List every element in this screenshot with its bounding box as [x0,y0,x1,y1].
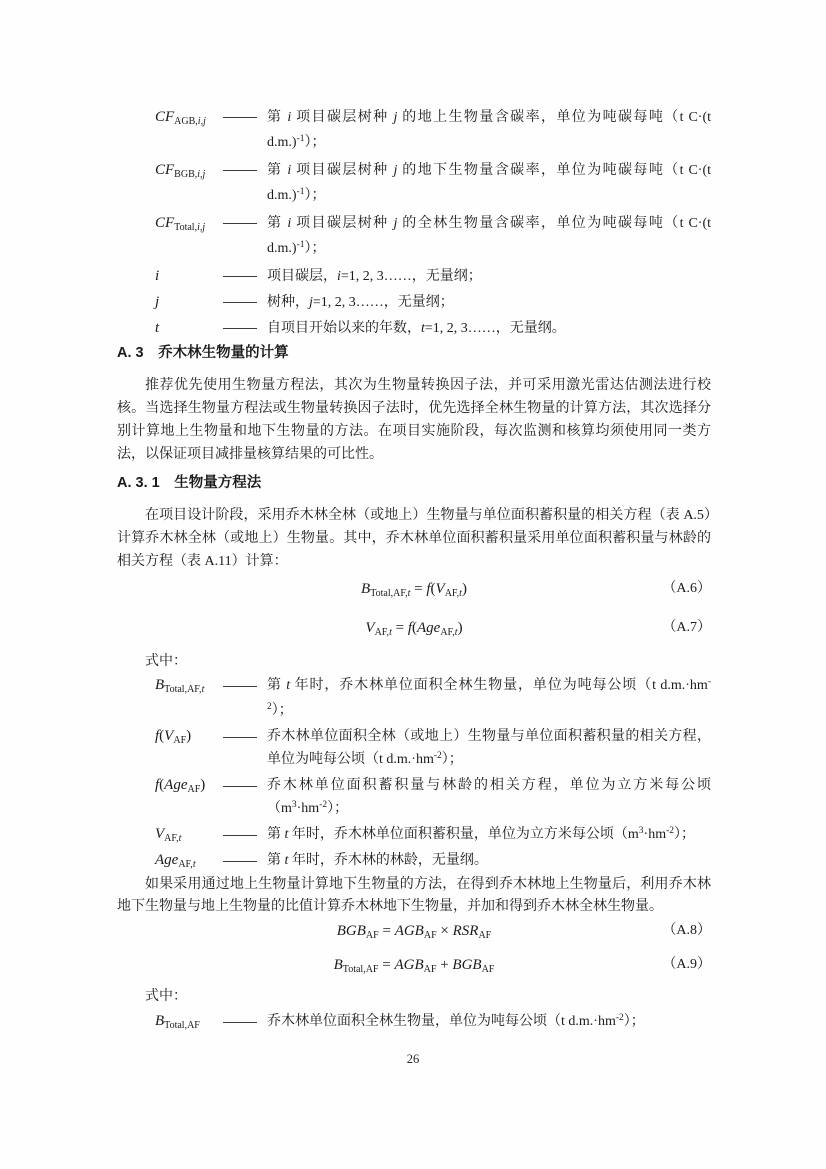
dash-separator [223,158,267,210]
where-label: 式中： [145,654,187,669]
definition-row [155,105,711,157]
symbol-description: 乔木林单位面积蓄积量与林龄的相关方程，单位为立方米每公顷$(m^3\cdot hm^{-2})$； [267,778,711,816]
definition-row [155,290,711,315]
symbol-description: 第 t 年时，乔木林单位面积全林生物量，单位为吨每公顷（t $d.m.\cdot hm^{-2}$）； [267,677,711,718]
symbol-definition-list-bottom [117,1010,711,1035]
symbol-term: i [155,268,160,284]
definition-row [155,1010,711,1035]
symbol-description: 树种，j=1, 2, 3……，无量纲； [267,295,454,310]
symbol-term: f(Age$_{AF}$) [155,777,206,795]
equation-number: （A.8） [662,923,711,938]
definition-row [155,774,711,822]
symbol-description: 第 i 项目碳层树种 j 的全林生物量含碳率，单位为吨碳每吨（t C·(t d.m.)$^{-1}$）； [267,216,712,256]
equation-formula: $V_{AF,t} = f(Age_{AF,t})$ [365,620,463,638]
equation-formula: $B_{Total,AF} = AGB_{AF} + BGB_{AF}$ [333,957,495,975]
definition-row [155,264,711,289]
page-number: 26 [406,1052,420,1066]
dash-separator [223,264,267,289]
equation-number: （A.6） [662,581,711,596]
equation-a7 [117,617,711,641]
dash-separator [223,290,267,315]
symbol-term: $CF_{Total,i,j}$ [155,215,206,233]
symbol-term: Age$_{AF,t}$ [155,852,196,870]
equation-a6 [117,578,711,602]
symbol-term: $CF_{AGB,i,j}$ [155,109,206,127]
dash-separator [223,823,267,848]
symbol-term: $V_{AF,t}$ [155,826,182,844]
paragraph-bgb-method: 如果采用通过地上生物量计算地下生物量的方法，在得到乔木林地上生物量后，利用乔木林地下生物量与地上生物量的比值计算乔木林地下生物量，并加和得到乔木林全林生物量。 [117,877,711,914]
equation-number: （A.7） [662,620,711,635]
symbol-definition-list-top [117,105,711,341]
dash-separator [223,774,267,822]
dash-separator [223,316,267,341]
dash-separator [223,211,267,263]
symbol-description: 自项目开始以来的年数，t=1, 2, 3……，无量纲。 [267,321,566,336]
definition-row [155,823,711,848]
symbol-description: 第 t 年时，乔木林单位面积蓄积量，单位为立方米每公顷$(m^3\cdot hm^{-2})$； [267,826,696,842]
dash-separator [223,1010,267,1035]
paragraph-design-phase: 在项目设计阶段，采用乔木林全林（或地上）生物量与单位面积蓄积量的相关方程（表 A.5）计算乔木林全林（或地上）生物量。其中，乔木林单位面积蓄积量采用单位面积蓄积量与林龄的相关方程（表 A.11）计算： [117,508,711,569]
definition-row [155,211,711,263]
dash-separator [223,674,267,724]
section-heading-a31: A. 3. 1 生物量方程法 [117,475,262,491]
paragraph-method-recommendation: 推荐优先使用生物量方程法，其次为生物量转换因子法，并可采用激光雷达估测法进行校核。当选择生物量方程法或生物量转换因子法时，优先选择全林生物量的计算方法，其次选择分别计算地上生物量和地下生物量的方法。在项目实施阶段，每次监测和核算均须使用同一类方法，以保证项目减排量核算结果的可比性。 [117,378,711,462]
symbol-description: 第 i 项目碳层树种 j 的地下生物量含碳率，单位为吨碳每吨（t C·(t d.m.)$^{-1}$）； [267,163,712,203]
symbol-term: $B_{Total,AF,t}$ [155,677,205,695]
symbol-definition-list-middle [117,674,711,873]
where-label: 式中： [145,989,187,1004]
symbol-term: t [155,320,160,336]
definition-row [155,725,711,773]
equation-formula: $B_{Total,AF,t} = f(V_{AF,t})$ [361,581,467,599]
page-content [117,0,711,1036]
equation-formula: $BGB_{AF} = AGB_{AF} \times RSR_{AF}$ [336,923,492,941]
symbol-term: $CF_{BGB,i,j}$ [155,162,206,180]
symbol-description: 乔木林单位面积全林生物量，单位为吨每公顷（t $d.m.\cdot hm^{-2}$）； [267,1013,645,1029]
symbol-term: j [155,294,160,310]
dash-separator [223,849,267,873]
symbol-description: 乔木林单位面积全林（或地上）生物量与单位面积蓄积量的相关方程，单位为吨每公顷（t $d.m.\cdot hm^{-2}$）； [267,729,711,767]
dash-separator [223,725,267,773]
symbol-term: $B_{Total,AF}$ [155,1013,200,1031]
equation-a8 [117,920,711,944]
definition-row [155,158,711,210]
definition-row [155,316,711,341]
equation-number: （A.9） [662,957,711,972]
definition-row [155,849,711,873]
symbol-description: 第 t 年时，乔木林的林龄，无量纲。 [267,853,488,868]
symbol-description: 第 i 项目碳层树种 j 的地上生物量含碳率，单位为吨碳每吨（t C·(t d.m.)$^{-1}$）； [267,110,712,150]
equation-a9 [117,954,711,978]
section-heading-a3: A. 3 乔木林生物量的计算 [117,345,289,361]
symbol-term: $f(V_{AF})$ [155,728,192,746]
definition-row [155,674,711,724]
dash-separator [223,105,267,157]
symbol-description: 项目碳层，i=1, 2, 3……，无量纲； [267,269,482,284]
